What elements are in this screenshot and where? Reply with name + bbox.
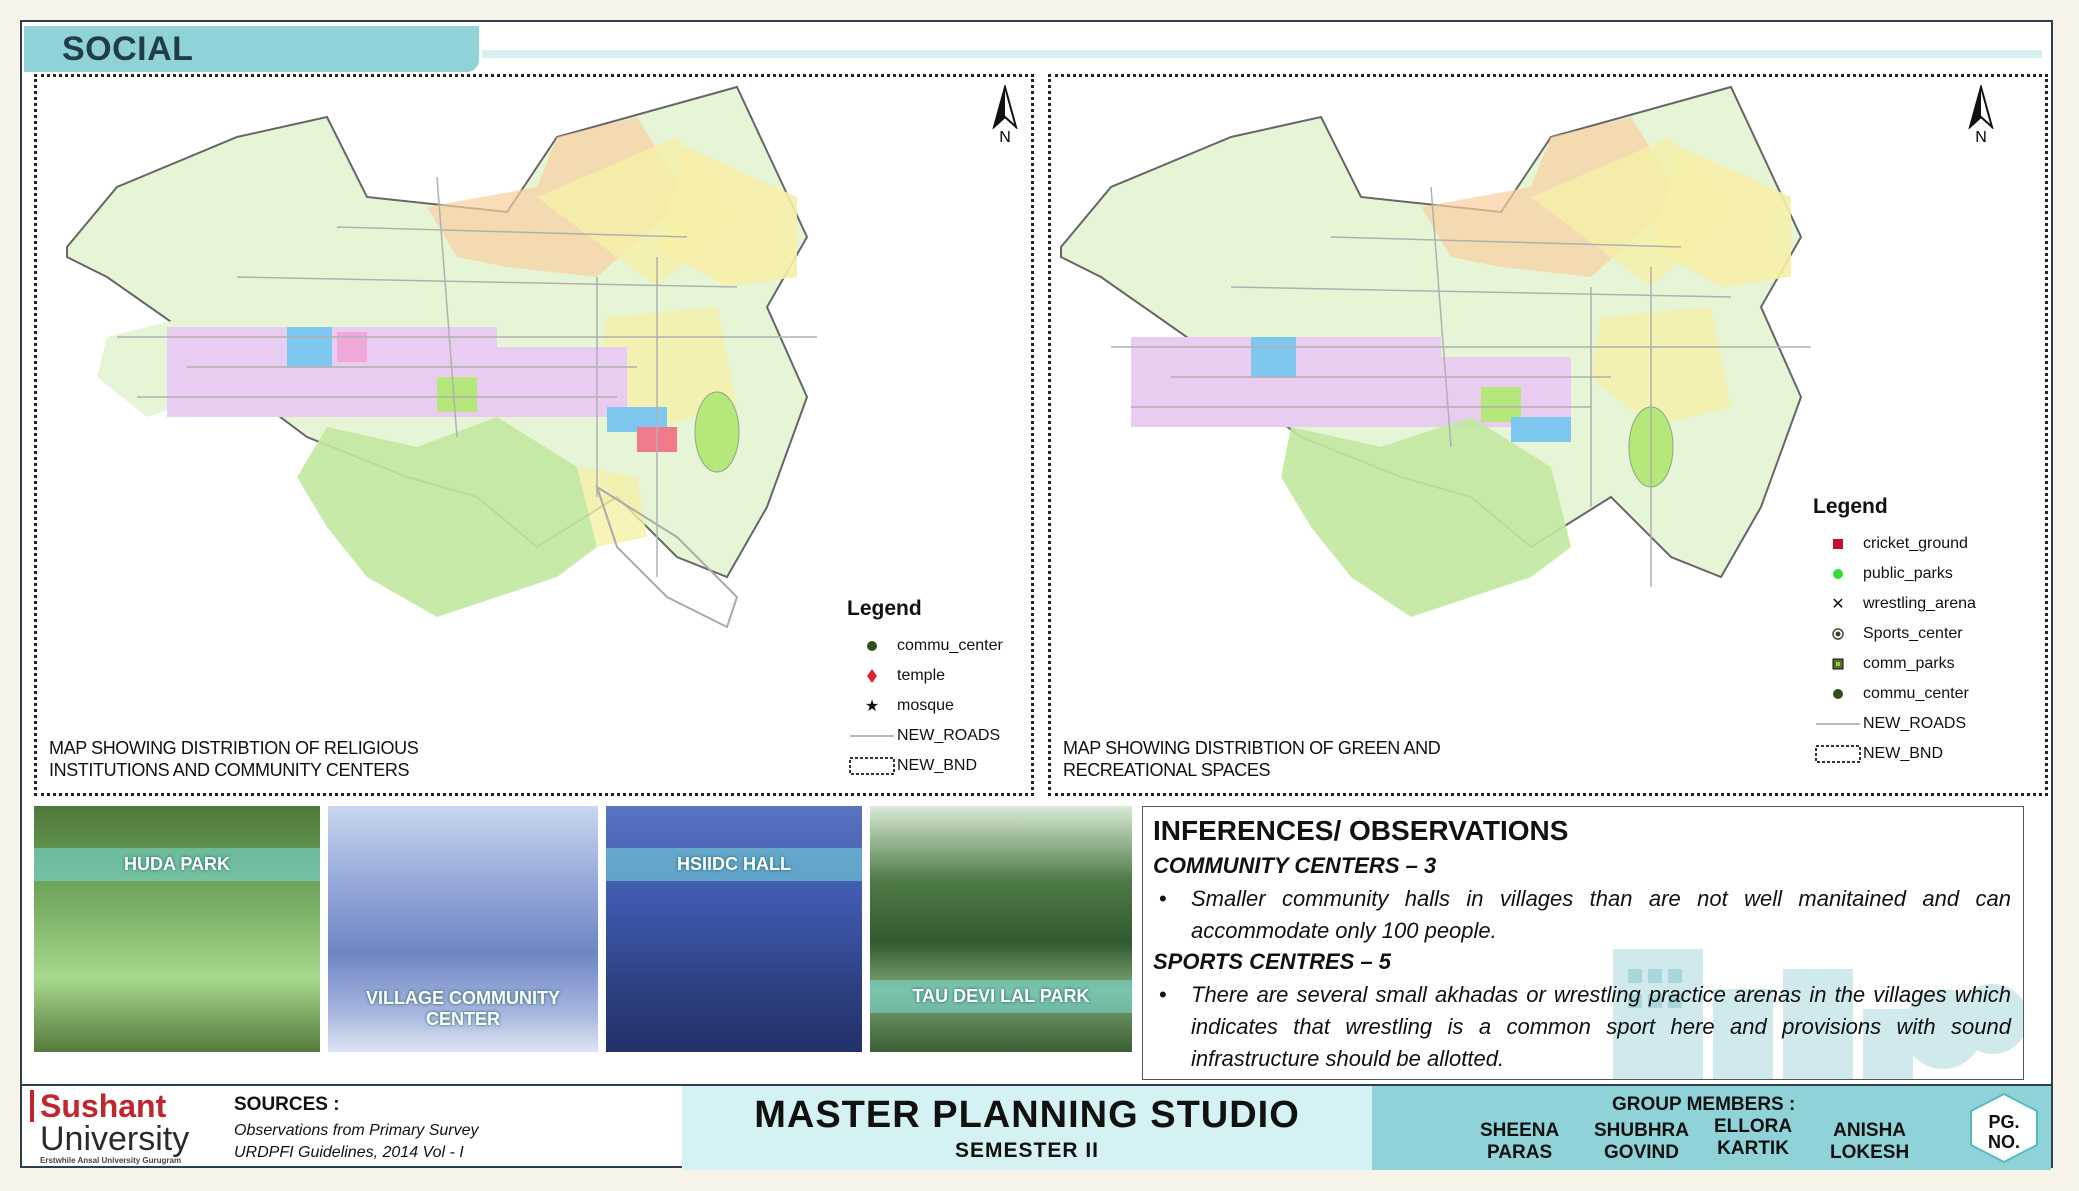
- sources: [234, 1094, 479, 1164]
- legend-label: NEW_BND: [897, 757, 978, 774]
- page-label-line: NO.: [1987, 1132, 2020, 1152]
- map-caption: [1063, 737, 1440, 781]
- member-name: ANISHA: [1833, 1120, 1907, 1141]
- legend-label: comm_parks: [1863, 655, 1955, 672]
- red-square-icon: [1813, 539, 1863, 549]
- page-label-line: PG.: [1988, 1112, 2020, 1132]
- caption-line: MAP SHOWING DISTRIBTION OF RELIGIOUS: [49, 738, 419, 758]
- legend-label: temple: [897, 667, 946, 684]
- ringed-dot-icon: [1813, 628, 1863, 640]
- legend-label: NEW_ROADS: [897, 727, 1001, 744]
- north-arrow-icon: [992, 85, 1018, 129]
- member-pair: [1714, 1116, 1792, 1160]
- legend-item: [847, 631, 1003, 661]
- legend-label: Sports_center: [1863, 625, 1963, 642]
- observation-text: There are several small akhadas or wrestling practice arenas in the villages which indicates that wrestling is a common sport here and provisions with sound infrastructure should be allotted.: [1191, 982, 2011, 1071]
- caption-line: MAP SHOWING DISTRIBTION OF GREEN AND: [1063, 738, 1441, 758]
- bullet-icon: •: [1159, 886, 1167, 911]
- legend-item: [1813, 649, 1976, 679]
- map-caption: [49, 737, 418, 781]
- page-title: SOCIAL: [24, 26, 479, 72]
- legend-label: mosque: [897, 697, 954, 714]
- logo-tagline: Erstwhile Ansal University Gurugram: [40, 1156, 182, 1165]
- logo-text: University: [40, 1120, 190, 1158]
- village-community-center-photo: [328, 806, 598, 1052]
- member-name: KARTIK: [1717, 1138, 1789, 1159]
- legend-item: [847, 691, 1003, 721]
- photo-label: HUDA PARK: [34, 848, 320, 881]
- member-pair: [1480, 1120, 1559, 1164]
- photo-label-line: VILLAGE COMMUNITY: [366, 988, 560, 1008]
- legend-item: [1813, 619, 1976, 649]
- photo-label: [328, 988, 598, 1030]
- legend-item: [1813, 589, 1976, 619]
- member-pair: [1830, 1120, 1909, 1164]
- legend-label: NEW_BND: [1863, 745, 1944, 762]
- member-name: PARAS: [1487, 1142, 1553, 1163]
- community-centers-heading: COMMUNITY CENTERS – 3: [1153, 853, 1437, 878]
- logo-text: Sushant: [30, 1090, 240, 1122]
- bullet-icon: •: [1159, 982, 1167, 1007]
- legend-title: Legend: [1813, 495, 1888, 518]
- north-arrow: [985, 85, 1025, 147]
- legend-title: Legend: [847, 597, 922, 620]
- group-members: [1372, 1086, 2051, 1170]
- title-rule: [482, 50, 2042, 58]
- dark-green-dot-icon: [1813, 688, 1863, 700]
- legend-item: [847, 661, 1003, 691]
- observation-text: Smaller community halls in villages than are not well manitained and can accommodate only 100 people.: [1191, 886, 2011, 943]
- green-recreational-map: [1048, 74, 2048, 796]
- footer: [22, 1084, 2051, 1168]
- member-name: SHUBHRA: [1594, 1120, 1689, 1141]
- road-line-icon: [847, 734, 897, 738]
- dark-green-dot-icon: [847, 640, 897, 652]
- caption-line: RECREATIONAL SPACES: [1063, 760, 1271, 780]
- inferences-title: INFERENCES/ OBSERVATIONS: [1153, 815, 1569, 846]
- religious-institutions-map: [34, 74, 1034, 796]
- member-name: ELLORA: [1714, 1116, 1793, 1137]
- legend: [1813, 495, 1976, 769]
- legend-item: [847, 721, 1003, 751]
- member-name: SHEENA: [1480, 1120, 1560, 1141]
- star-icon: ★: [864, 698, 880, 715]
- legend-label: NEW_ROADS: [1863, 715, 1967, 732]
- cross-icon: ✕: [1831, 596, 1845, 613]
- photo-label: HSIIDC HALL: [606, 848, 862, 881]
- studio-block: [682, 1086, 1372, 1170]
- inferences-panel: [1142, 806, 2024, 1080]
- red-diamond-icon: [847, 669, 897, 683]
- source-item: URDPFI Guidelines, 2014 Vol - I: [234, 1144, 464, 1161]
- member-pair: [1594, 1120, 1689, 1164]
- boundary-box-icon: [1813, 745, 1863, 763]
- legend-item: [1813, 709, 1976, 739]
- member-name: LOKESH: [1830, 1142, 1910, 1163]
- university-logo: [30, 1090, 240, 1166]
- member-name: GOVIND: [1604, 1142, 1679, 1163]
- photo-label: TAU DEVI LAL PARK: [870, 980, 1132, 1013]
- legend-label: cricket_ground: [1863, 535, 1968, 552]
- legend-item: [847, 751, 1003, 781]
- source-item: Observations from Primary Survey: [234, 1122, 479, 1139]
- tau-devi-lal-park-photo: [870, 806, 1132, 1052]
- sports-centres-observation: [1153, 979, 2011, 1075]
- green-dot-icon: [1813, 568, 1863, 580]
- semester-label: SEMESTER II: [954, 1139, 1100, 1162]
- legend-label: commu_center: [897, 637, 1003, 654]
- presentation-sheet: [20, 20, 2053, 1168]
- photo-label-line: CENTER: [425, 1009, 500, 1029]
- legend-label: wrestling_arena: [1863, 595, 1976, 612]
- page-number-badge: [1969, 1092, 2039, 1164]
- sources-title: SOURCES :: [234, 1094, 340, 1115]
- legend-item: [1813, 679, 1976, 709]
- north-label: N: [999, 129, 1011, 146]
- north-arrow-icon: [1968, 85, 1994, 129]
- huda-park-photo: [34, 806, 320, 1052]
- community-centers-observation: [1153, 883, 2011, 947]
- sports-centres-heading: SPORTS CENTRES – 5: [1153, 949, 1391, 974]
- studio-title: MASTER PLANNING STUDIO: [754, 1094, 1300, 1136]
- north-arrow: [1961, 85, 2001, 147]
- legend-item: [1813, 529, 1976, 559]
- legend-item: [1813, 739, 1976, 769]
- page-number-label: [1969, 1112, 2039, 1152]
- road-line-icon: [1813, 722, 1863, 726]
- legend-item: [1813, 559, 1976, 589]
- north-label: N: [1975, 129, 1987, 146]
- legend: [847, 597, 1003, 781]
- group-members-title: GROUP MEMBERS :: [1612, 1094, 1796, 1115]
- hsiidc-hall-photo: [606, 806, 862, 1052]
- legend-label: public_parks: [1863, 565, 1953, 582]
- green-square-icon: [1813, 658, 1863, 670]
- caption-line: INSTITUTIONS AND COMMUNITY CENTERS: [49, 760, 410, 780]
- boundary-box-icon: [847, 757, 897, 775]
- legend-label: commu_center: [1863, 685, 1969, 702]
